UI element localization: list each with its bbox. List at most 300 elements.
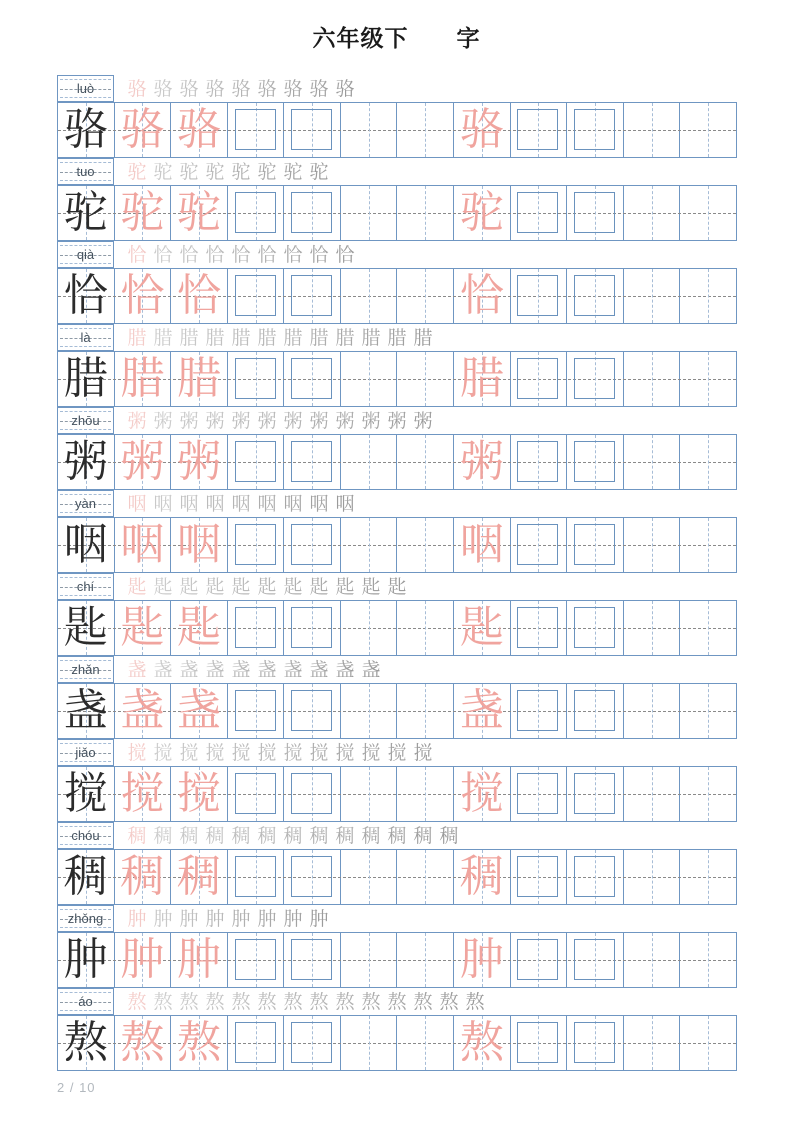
stroke-step: 腊 — [205, 326, 225, 349]
trace-character: 骆 — [459, 104, 504, 155]
writing-box — [235, 275, 276, 316]
vertical-guide-line — [708, 850, 709, 904]
practice-cell-box — [566, 269, 623, 323]
stroke-step: 匙 — [335, 575, 355, 598]
pinyin-guide-line — [60, 992, 111, 993]
stroke-step: 咽 — [153, 492, 173, 515]
character-row-unit — [57, 656, 737, 739]
pinyin-box — [57, 324, 114, 351]
trace-character: 熬 — [120, 1017, 165, 1068]
writing-box — [574, 856, 615, 897]
practice-cell-box — [510, 103, 567, 157]
stroke-step: 驼 — [205, 160, 225, 183]
stroke-step: 咽 — [257, 492, 277, 515]
practice-cell-trace — [170, 435, 227, 489]
practice-cell-box — [566, 850, 623, 904]
pinyin-box — [57, 407, 114, 434]
stroke-step: 恰 — [283, 243, 303, 266]
practice-row — [57, 268, 737, 324]
vertical-guide-line — [708, 518, 709, 572]
practice-cell-box — [510, 850, 567, 904]
vertical-guide-line — [708, 186, 709, 240]
pinyin-guide-line — [60, 180, 111, 181]
practice-cell-box — [510, 684, 567, 738]
stroke-step: 粥 — [231, 409, 251, 432]
pinyin-guide-line — [60, 411, 111, 412]
pinyin-stroke-strip — [57, 739, 737, 766]
writing-box — [517, 690, 558, 731]
stroke-step: 盏 — [335, 658, 355, 681]
stroke-step: 匙 — [257, 575, 277, 598]
stroke-step: 驼 — [257, 160, 277, 183]
practice-cell-box — [510, 186, 567, 240]
writing-box — [574, 109, 615, 150]
pinyin-guide-line — [60, 494, 111, 495]
pinyin-box — [57, 656, 114, 683]
practice-cell-empty — [623, 1016, 680, 1070]
stroke-step: 熬 — [439, 990, 459, 1013]
stroke-step: 骆 — [283, 77, 303, 100]
pinyin-box — [57, 75, 114, 102]
stroke-step: 恰 — [179, 243, 199, 266]
trace-character: 粥 — [176, 436, 221, 487]
stroke-step: 腊 — [413, 326, 433, 349]
trace-character: 盏 — [176, 685, 221, 736]
stroke-step: 驼 — [153, 160, 173, 183]
practice-row — [57, 185, 737, 241]
stroke-step: 稠 — [153, 824, 173, 847]
pinyin-stroke-strip — [57, 241, 737, 268]
character-row-unit — [57, 739, 737, 822]
practice-cell-box — [283, 767, 340, 821]
practice-cell-trace — [170, 1016, 227, 1070]
pinyin-stroke-strip — [57, 822, 737, 849]
stroke-order-strip — [114, 822, 737, 849]
stroke-step: 熬 — [413, 990, 433, 1013]
practice-cell-box — [283, 103, 340, 157]
stroke-step: 腊 — [283, 326, 303, 349]
stroke-step: 搅 — [231, 741, 251, 764]
stroke-step: 熬 — [127, 990, 147, 1013]
practice-cell-empty — [396, 684, 453, 738]
practice-row — [57, 102, 737, 158]
stroke-step: 腊 — [257, 326, 277, 349]
model-character: 搅 — [63, 768, 108, 819]
stroke-step: 骆 — [153, 77, 173, 100]
writing-box — [291, 109, 332, 150]
writing-box — [291, 607, 332, 648]
practice-cell-trace — [453, 1016, 510, 1070]
practice-cell-trace — [114, 103, 171, 157]
writing-box — [574, 524, 615, 565]
pinyin-guide-line — [60, 595, 111, 596]
practice-cell-empty — [396, 850, 453, 904]
trace-character: 肿 — [459, 934, 504, 985]
stroke-step: 熬 — [361, 990, 381, 1013]
practice-cell-box — [283, 186, 340, 240]
writing-box — [517, 773, 558, 814]
stroke-step: 肿 — [205, 907, 225, 930]
character-row-unit — [57, 822, 737, 905]
stroke-order-strip — [114, 158, 737, 185]
writing-box — [574, 1022, 615, 1063]
writing-box — [235, 109, 276, 150]
vertical-guide-line — [425, 767, 426, 821]
writing-box — [291, 773, 332, 814]
practice-row — [57, 932, 737, 988]
stroke-step: 熬 — [309, 990, 329, 1013]
pinyin-label: qià — [76, 247, 95, 262]
writing-box — [574, 358, 615, 399]
vertical-guide-line — [425, 933, 426, 987]
practice-cell-empty — [679, 269, 736, 323]
practice-cell-trace — [453, 269, 510, 323]
practice-cell-box — [510, 767, 567, 821]
pinyin-guide-line — [60, 927, 111, 928]
stroke-step: 咽 — [127, 492, 147, 515]
practice-cell-empty — [396, 933, 453, 987]
practice-cell-model — [58, 1016, 114, 1070]
practice-row — [57, 351, 737, 407]
practice-cell-empty — [340, 518, 397, 572]
trace-character: 匙 — [176, 602, 221, 653]
practice-cell-trace — [114, 518, 171, 572]
model-character: 熬 — [63, 1017, 108, 1068]
trace-character: 恰 — [120, 270, 165, 321]
model-character: 匙 — [63, 602, 108, 653]
vertical-guide-line — [708, 103, 709, 157]
practice-cell-empty — [396, 352, 453, 406]
pinyin-box — [57, 988, 114, 1015]
stroke-step: 驼 — [127, 160, 147, 183]
writing-box — [235, 690, 276, 731]
stroke-step: 腊 — [231, 326, 251, 349]
pinyin-box — [57, 158, 114, 185]
practice-cell-box — [566, 103, 623, 157]
trace-character: 咽 — [120, 519, 165, 570]
writing-box — [574, 773, 615, 814]
practice-cell-box — [283, 518, 340, 572]
stroke-step: 稠 — [257, 824, 277, 847]
pinyin-guide-line — [60, 245, 111, 246]
trace-character: 粥 — [459, 436, 504, 487]
practice-cell-model — [58, 767, 114, 821]
trace-character: 搅 — [459, 768, 504, 819]
practice-cell-trace — [453, 767, 510, 821]
stroke-step: 稠 — [283, 824, 303, 847]
practice-cell-trace — [453, 103, 510, 157]
writing-box — [517, 856, 558, 897]
stroke-step: 盏 — [231, 658, 251, 681]
stroke-step: 熬 — [335, 990, 355, 1013]
stroke-step: 恰 — [257, 243, 277, 266]
vertical-guide-line — [652, 269, 653, 323]
vertical-guide-line — [369, 352, 370, 406]
stroke-step: 肿 — [231, 907, 251, 930]
stroke-step: 腊 — [335, 326, 355, 349]
practice-cell-empty — [396, 435, 453, 489]
pinyin-stroke-strip — [57, 158, 737, 185]
vertical-guide-line — [425, 684, 426, 738]
vertical-guide-line — [425, 269, 426, 323]
writing-box — [235, 607, 276, 648]
stroke-step: 盏 — [309, 658, 329, 681]
practice-cell-trace — [114, 186, 171, 240]
stroke-step: 稠 — [439, 824, 459, 847]
stroke-step: 匙 — [231, 575, 251, 598]
stroke-step: 恰 — [231, 243, 251, 266]
practice-cell-empty — [340, 933, 397, 987]
practice-cell-trace — [453, 518, 510, 572]
stroke-step: 肿 — [153, 907, 173, 930]
model-character: 粥 — [63, 436, 108, 487]
stroke-step: 粥 — [257, 409, 277, 432]
stroke-step: 熬 — [153, 990, 173, 1013]
practice-cell-model — [58, 269, 114, 323]
stroke-step: 咽 — [231, 492, 251, 515]
pinyin-box — [57, 573, 114, 600]
practice-cell-trace — [170, 103, 227, 157]
practice-cell-box — [227, 352, 284, 406]
practice-cell-trace — [114, 601, 171, 655]
writing-box — [517, 1022, 558, 1063]
practice-cell-empty — [623, 352, 680, 406]
practice-cell-model — [58, 601, 114, 655]
model-character: 肿 — [63, 934, 108, 985]
practice-cell-empty — [679, 601, 736, 655]
practice-cell-empty — [623, 767, 680, 821]
writing-box — [574, 275, 615, 316]
stroke-step: 肿 — [283, 907, 303, 930]
practice-cell-model — [58, 518, 114, 572]
stroke-step: 肿 — [179, 907, 199, 930]
stroke-step: 驼 — [309, 160, 329, 183]
vertical-guide-line — [708, 684, 709, 738]
stroke-step: 骆 — [205, 77, 225, 100]
character-row-unit — [57, 573, 737, 656]
practice-cell-trace — [170, 518, 227, 572]
practice-row — [57, 600, 737, 656]
practice-cell-box — [566, 684, 623, 738]
writing-box — [291, 939, 332, 980]
pinyin-guide-line — [60, 263, 111, 264]
practice-cell-trace — [114, 435, 171, 489]
stroke-step: 盏 — [361, 658, 381, 681]
pinyin-label: chóu — [71, 828, 100, 843]
practice-cell-empty — [679, 103, 736, 157]
stroke-order-strip — [114, 739, 737, 766]
writing-box — [291, 275, 332, 316]
stroke-step: 搅 — [283, 741, 303, 764]
practice-cell-trace — [170, 684, 227, 738]
pinyin-stroke-strip — [57, 324, 737, 351]
stroke-step: 熬 — [387, 990, 407, 1013]
vertical-guide-line — [369, 435, 370, 489]
practice-cell-box — [227, 684, 284, 738]
practice-cell-box — [283, 850, 340, 904]
pinyin-guide-line — [60, 678, 111, 679]
stroke-step: 盏 — [153, 658, 173, 681]
page-title: 六年级下 字 — [312, 26, 481, 52]
practice-cell-model — [58, 435, 114, 489]
practice-cell-box — [510, 269, 567, 323]
character-row-unit — [57, 324, 737, 407]
stroke-step: 匙 — [179, 575, 199, 598]
page-number: 2 / 10 — [57, 1080, 96, 1095]
writing-box — [574, 939, 615, 980]
stroke-step: 熬 — [283, 990, 303, 1013]
pinyin-stroke-strip — [57, 490, 737, 517]
stroke-step: 稠 — [413, 824, 433, 847]
practice-cell-empty — [623, 269, 680, 323]
practice-cell-empty — [679, 435, 736, 489]
practice-cell-box — [510, 518, 567, 572]
practice-cell-empty — [623, 186, 680, 240]
stroke-step: 肿 — [257, 907, 277, 930]
practice-cell-box — [283, 435, 340, 489]
writing-box — [517, 192, 558, 233]
pinyin-stroke-strip — [57, 573, 737, 600]
practice-cell-empty — [396, 103, 453, 157]
practice-cell-empty — [679, 1016, 736, 1070]
character-row-unit — [57, 75, 737, 158]
stroke-order-strip — [114, 656, 737, 683]
practice-cell-empty — [340, 103, 397, 157]
stroke-step: 恰 — [127, 243, 147, 266]
practice-cell-box — [510, 601, 567, 655]
practice-cell-empty — [340, 1016, 397, 1070]
writing-box — [517, 607, 558, 648]
stroke-step: 驼 — [283, 160, 303, 183]
stroke-step: 搅 — [387, 741, 407, 764]
vertical-guide-line — [652, 352, 653, 406]
vertical-guide-line — [425, 850, 426, 904]
pinyin-label: yàn — [75, 496, 96, 511]
pinyin-stroke-strip — [57, 75, 737, 102]
stroke-step: 骆 — [309, 77, 329, 100]
practice-cell-empty — [340, 352, 397, 406]
writing-box — [291, 192, 332, 233]
stroke-step: 骆 — [335, 77, 355, 100]
writing-box — [235, 358, 276, 399]
pinyin-guide-line — [60, 660, 111, 661]
practice-cell-box — [227, 850, 284, 904]
stroke-step: 匙 — [153, 575, 173, 598]
practice-cell-model — [58, 850, 114, 904]
pinyin-box — [57, 490, 114, 517]
stroke-order-strip — [114, 241, 737, 268]
writing-box — [574, 690, 615, 731]
stroke-step: 匙 — [283, 575, 303, 598]
vertical-guide-line — [369, 684, 370, 738]
trace-character: 恰 — [176, 270, 221, 321]
trace-character: 咽 — [176, 519, 221, 570]
vertical-guide-line — [652, 518, 653, 572]
vertical-guide-line — [369, 186, 370, 240]
stroke-order-strip — [114, 905, 737, 932]
practice-cell-box — [283, 933, 340, 987]
practice-cell-box — [227, 269, 284, 323]
practice-cell-box — [510, 435, 567, 489]
practice-cell-empty — [623, 850, 680, 904]
trace-character: 稠 — [459, 851, 504, 902]
vertical-guide-line — [369, 269, 370, 323]
stroke-step: 稠 — [309, 824, 329, 847]
trace-character: 肿 — [176, 934, 221, 985]
pinyin-label: jiǎo — [75, 745, 96, 760]
stroke-step: 咽 — [205, 492, 225, 515]
practice-cell-empty — [679, 850, 736, 904]
writing-box — [517, 441, 558, 482]
vertical-guide-line — [652, 933, 653, 987]
stroke-step: 粥 — [413, 409, 433, 432]
character-row-unit — [57, 490, 737, 573]
trace-character: 盏 — [120, 685, 165, 736]
practice-cell-trace — [114, 269, 171, 323]
practice-cell-trace — [114, 352, 171, 406]
stroke-step: 骆 — [127, 77, 147, 100]
stroke-step: 恰 — [205, 243, 225, 266]
writing-box — [291, 856, 332, 897]
stroke-step: 熬 — [231, 990, 251, 1013]
practice-cell-box — [227, 103, 284, 157]
practice-cell-trace — [114, 1016, 171, 1070]
vertical-guide-line — [708, 1016, 709, 1070]
stroke-step: 搅 — [413, 741, 433, 764]
pinyin-guide-line — [60, 346, 111, 347]
writing-box — [574, 441, 615, 482]
practice-cell-trace — [453, 684, 510, 738]
practice-cell-empty — [623, 518, 680, 572]
practice-cell-trace — [170, 850, 227, 904]
practice-cell-box — [227, 933, 284, 987]
practice-cell-empty — [340, 269, 397, 323]
stroke-step: 熬 — [465, 990, 485, 1013]
pinyin-stroke-strip — [57, 656, 737, 683]
pinyin-label: tuo — [76, 164, 95, 179]
writing-box — [291, 441, 332, 482]
stroke-step: 匙 — [361, 575, 381, 598]
practice-cell-empty — [623, 435, 680, 489]
stroke-step: 咽 — [309, 492, 329, 515]
practice-cell-box — [227, 601, 284, 655]
pinyin-label: áo — [78, 994, 93, 1009]
vertical-guide-line — [652, 767, 653, 821]
practice-row — [57, 517, 737, 573]
model-character: 咽 — [63, 519, 108, 570]
vertical-guide-line — [708, 601, 709, 655]
practice-cell-empty — [679, 684, 736, 738]
practice-cell-empty — [340, 684, 397, 738]
pinyin-box — [57, 241, 114, 268]
pinyin-stroke-strip — [57, 407, 737, 434]
practice-cell-box — [227, 767, 284, 821]
vertical-guide-line — [708, 269, 709, 323]
stroke-step: 粥 — [361, 409, 381, 432]
model-character: 稠 — [63, 851, 108, 902]
practice-cell-model — [58, 684, 114, 738]
practice-cell-model — [58, 352, 114, 406]
stroke-order-strip — [114, 75, 737, 102]
stroke-order-strip — [114, 324, 737, 351]
stroke-step: 恰 — [335, 243, 355, 266]
stroke-order-strip — [114, 573, 737, 600]
stroke-step: 盏 — [127, 658, 147, 681]
stroke-step: 粥 — [309, 409, 329, 432]
practice-cell-trace — [170, 269, 227, 323]
practice-cell-box — [227, 435, 284, 489]
trace-character: 熬 — [176, 1017, 221, 1068]
